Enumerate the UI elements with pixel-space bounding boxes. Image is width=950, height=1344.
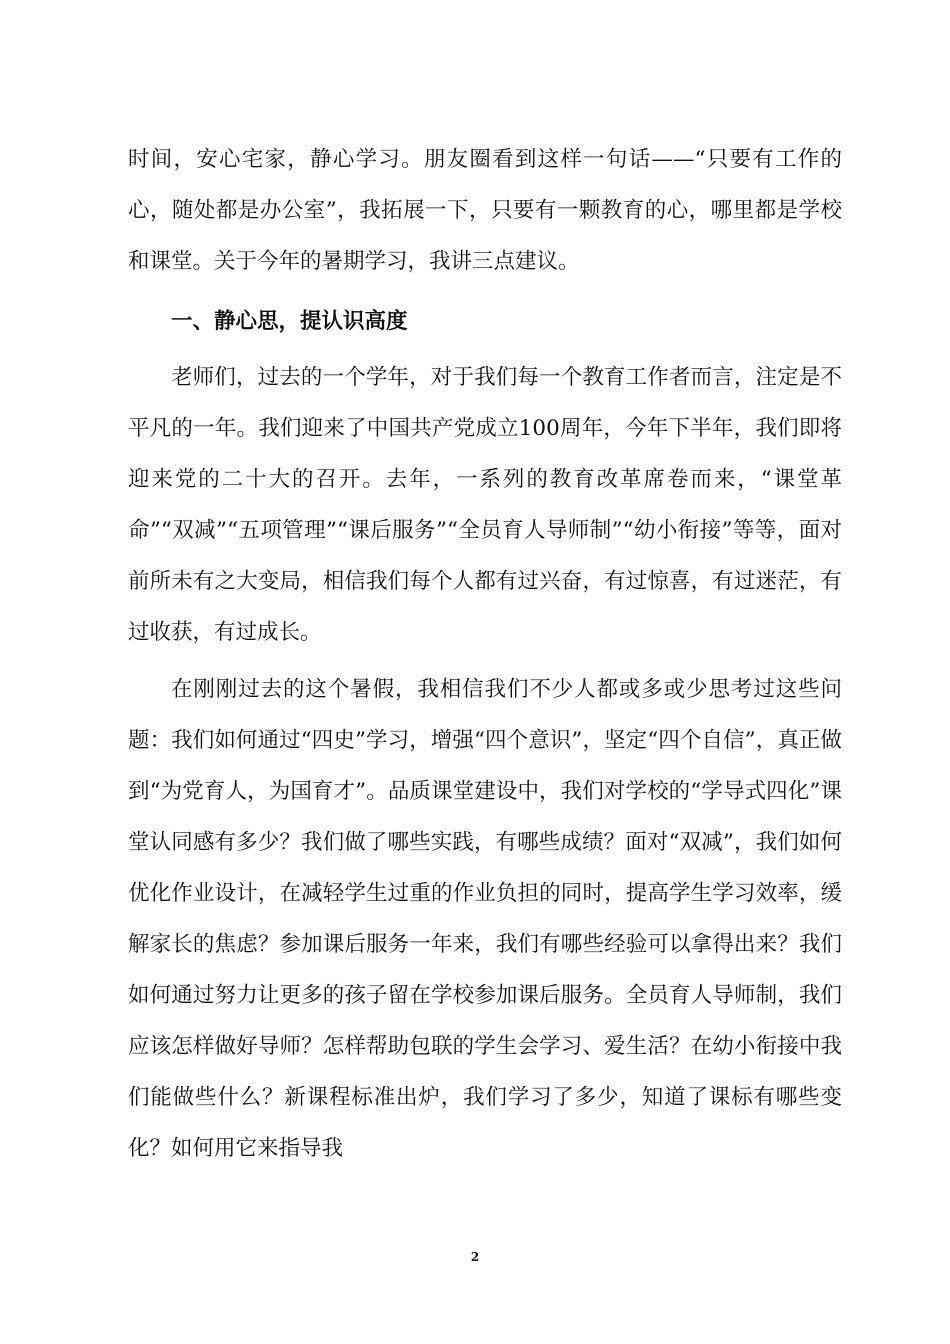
section-heading: 一、静心思，提认识高度 <box>171 309 408 334</box>
paragraph-summer-reflection: 在刚刚过去的这个暑假，我相信我们不少人都或多或少思考过这些问题：我们如何通过“四史”学习，增强“四个意识”，坚定“四个自信”，真正做到“为党育人，为国育才”。品质课堂建设中，我们对学校的“学导式四化”课堂认同感有多少？我们做了哪些实践，有哪些成绩？面对“双减”，我们如何优化作业设计，在减轻学生过重的作业负担的同时，提高学生学习效率，缓解家长的焦虑？参加课后服务一年来，我们有哪些经验可以拿得出来？我们如何通过努力让更多的孩子留在学校参加课后服务。全员育人导师制，我们应该怎样做好导师？怎样帮助包联的学生会学习、爱生活？在幼小衔接中我们能做些什么？新课程标准出炉，我们学习了多少，知道了课标有哪些变化？如何用它来指导我 <box>128 677 842 1161</box>
paragraph-teachers: 老师们，过去的一个学年，对于我们每一个教育工作者而言，注定是不平凡的一年。我们迎来了中国共产党成立100周年，今年下半年，我们即将迎来党的二十大的召开。去年，一系列的教育改革席卷而来，“课堂革命”“双减”“五项管理”“课后服务”“全员育人导师制”“幼小衔接”等等，面对前所未有之大变局，相信我们每个人都有过兴奋，有过惊喜，有过迷茫，有过收获，有过成长。 <box>128 365 842 645</box>
page-number: 2 <box>470 1250 480 1264</box>
paragraph-intro: 时间，安心宅家，静心学习。朋友圈看到这样一句话——“只要有工作的心，随处都是办公室”，我拓展一下，只要有一颗教育的心，哪里都是学校和课堂。关于今年的暑期学习，我讲三点建议。 <box>128 147 842 274</box>
